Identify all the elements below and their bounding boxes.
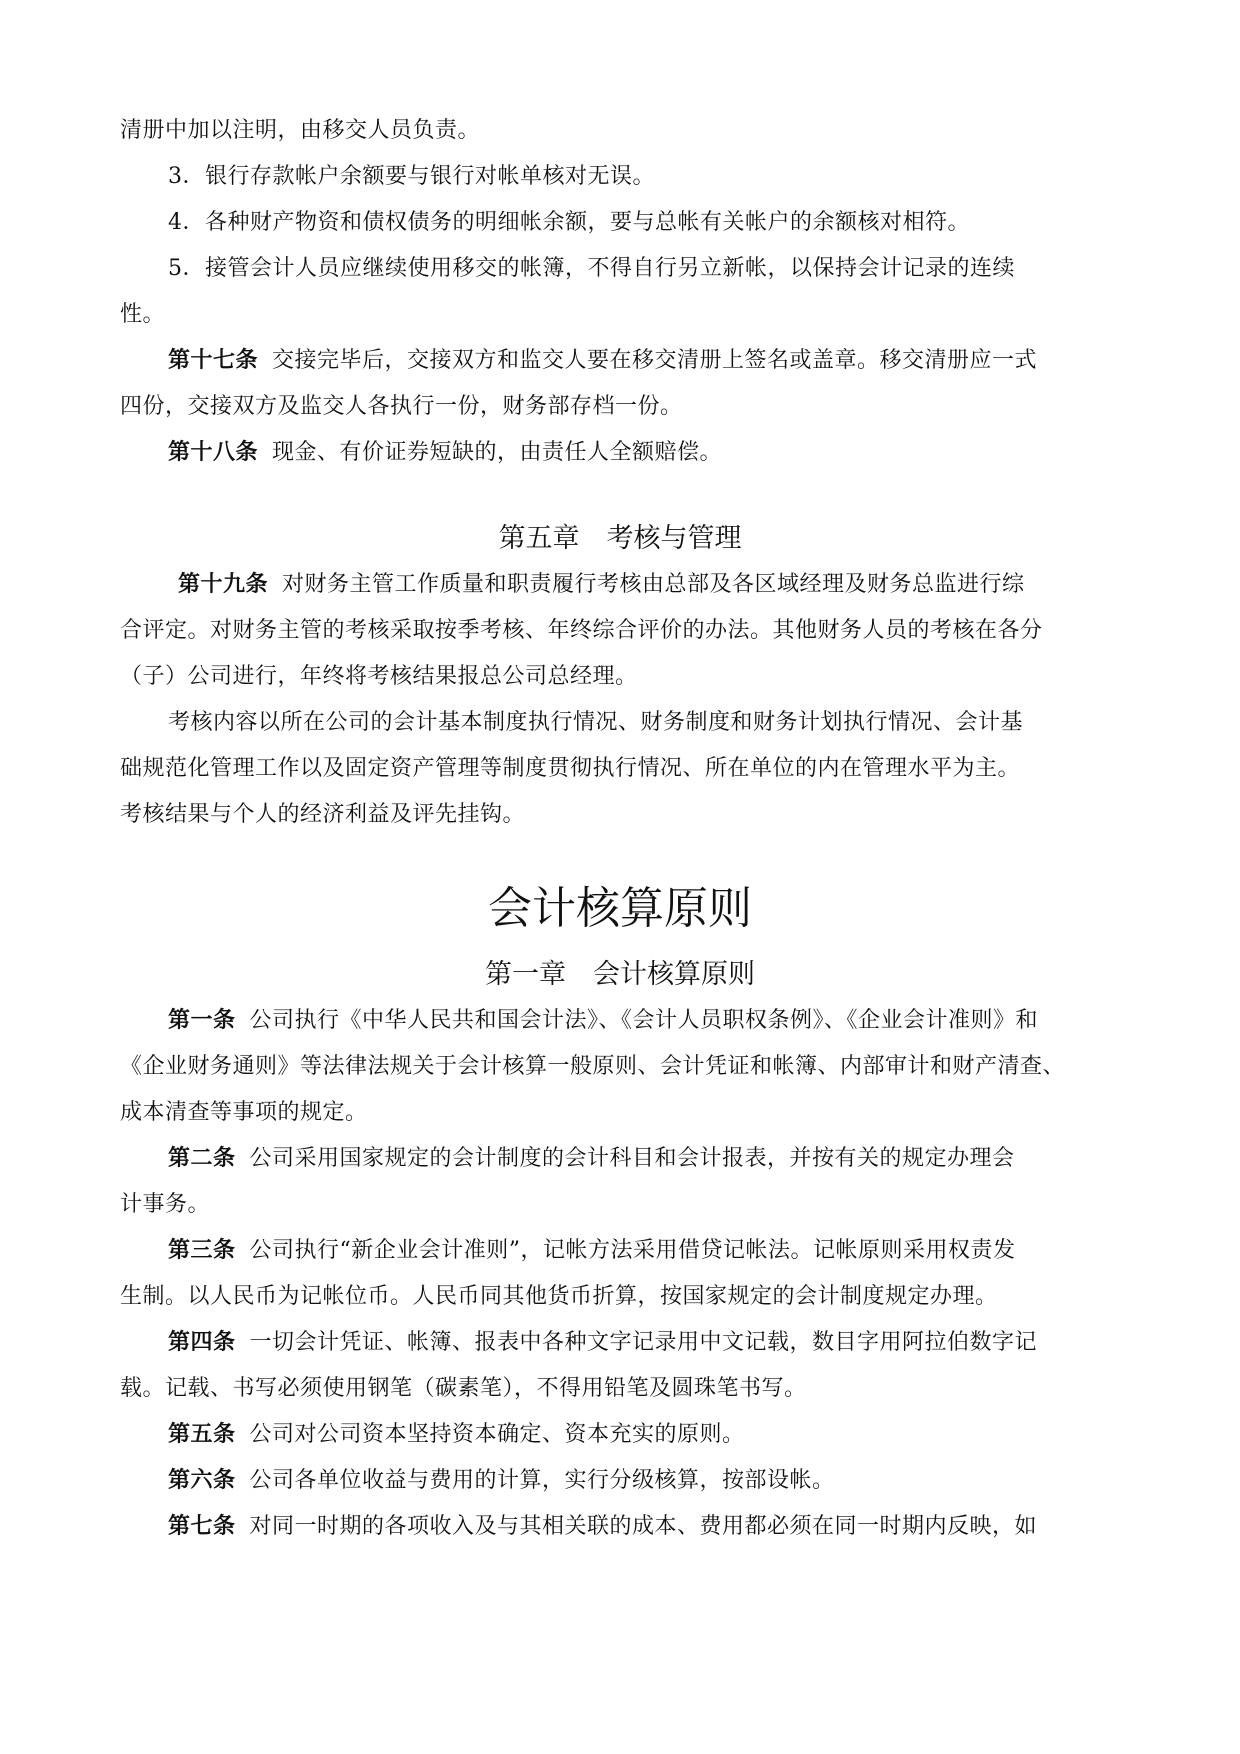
article-label: 第四条	[168, 1330, 236, 1355]
list-item-5: 5．接管会计人员应继续使用移交的帐簿，不得自行另立新帐，以保持会计记录的连续	[168, 256, 1015, 281]
article-label: 第一条	[168, 1008, 236, 1033]
article-4	[120, 1320, 1120, 1366]
article-text: 交接完毕后，交接双方和监交人要在移交清册上签名或盖章。移交清册应一式	[272, 348, 1038, 373]
text-line: 合评定。对财务主管的考核采取按季考核、年终综合评价的办法。其他财务人员的考核在各分	[120, 618, 1043, 643]
article-label: 第六条	[168, 1468, 236, 1493]
list-item-4: 4．各种财产物资和债权债务的明细帐余额，要与总帐有关帐户的余额核对相符。	[168, 210, 970, 235]
article-7	[120, 1504, 1120, 1550]
article-19	[120, 562, 1120, 608]
text-line: 考核结果与个人的经济利益及评先挂钩。	[120, 802, 526, 827]
text-line: 成本清查等事项的规定。	[120, 1100, 368, 1125]
text-line: 性。	[120, 302, 166, 327]
article-text: 公司执行《中华人民共和国会计法》、《会计人员职权条例》、《企业会计准则》和	[249, 1008, 1039, 1033]
article-label: 第十七条	[168, 348, 259, 373]
article-label: 第二条	[168, 1146, 236, 1171]
chapter-heading: 第五章 考核与管理	[498, 523, 742, 554]
article-label: 第十八条	[168, 440, 259, 465]
article-5	[120, 1412, 1120, 1458]
text-line: 载。记载、书写必须使用钢笔（碳素笔），不得用铅笔及圆珠笔书写。	[120, 1376, 807, 1401]
article-text: 对同一时期的各项收入及与其相关联的成本、费用都必须在同一时期内反映，如	[249, 1514, 1038, 1539]
list-item-3: 3．银行存款帐户余额要与银行对帐单核对无误。	[168, 164, 655, 189]
article-text: 公司采用国家规定的会计制度的会计科目和会计报表，并按有关的规定办理会	[249, 1146, 1015, 1171]
document-page	[120, 108, 1120, 1550]
article-label: 第七条	[168, 1514, 236, 1539]
spacer	[120, 838, 1120, 874]
article-3	[120, 1228, 1120, 1274]
article-text: 一切会计凭证、帐簿、报表中各种文字记录用中文记载，数目字用阿拉伯数字记	[249, 1330, 1038, 1355]
article-label: 第五条	[168, 1422, 236, 1447]
article-text: 现金、有价证券短缺的，由责任人全额赔偿。	[272, 440, 723, 465]
article-17	[120, 338, 1120, 384]
article-2	[120, 1136, 1120, 1182]
article-text: 公司执行“新企业会计准则”，记帐方法采用借贷记帐法。记帐原则采用权责发	[249, 1238, 1016, 1263]
article-6	[120, 1458, 1120, 1504]
paragraph-line: 考核内容以所在公司的会计基本制度执行情况、财务制度和财务计划执行情况、会计基	[168, 710, 1024, 735]
text-line: 础规范化管理工作以及固定资产管理等制度贯彻执行情况、所在单位的内在管理水平为主。	[120, 756, 1021, 781]
article-label: 第三条	[168, 1238, 236, 1263]
article-18	[120, 430, 1120, 476]
text-line: 生制。以人民币为记帐位币。人民币同其他货币折算，按国家规定的会计制度规定办理。	[120, 1284, 998, 1309]
spacer	[120, 944, 1120, 952]
text-line: 计事务。	[120, 1192, 211, 1217]
article-label: 第十九条	[178, 572, 269, 597]
chapter-heading: 第一章 会计核算原则	[485, 959, 755, 990]
text-line: 清册中加以注明，由移交人员负责。	[120, 118, 481, 143]
article-1	[120, 998, 1120, 1044]
text-line: 《企业财务通则》等法律法规关于会计核算一般原则、会计凭证和帐簿、内部审计和财产清查、	[120, 1054, 1066, 1079]
text-line: （子）公司进行，年终将考核结果报总公司总经理。	[120, 664, 638, 689]
article-text: 对财务主管工作质量和职责履行考核由总部及各区域经理及财务总监进行综	[282, 572, 1025, 597]
article-text: 公司各单位收益与费用的计算，实行分级核算，按部设帐。	[249, 1468, 835, 1493]
spacer	[120, 476, 1120, 516]
document-title: 会计核算原则	[488, 883, 752, 934]
text-line: 四份，交接双方及监交人各执行一份，财务部存档一份。	[120, 394, 683, 419]
article-text: 公司对公司资本坚持资本确定、资本充实的原则。	[249, 1422, 745, 1447]
